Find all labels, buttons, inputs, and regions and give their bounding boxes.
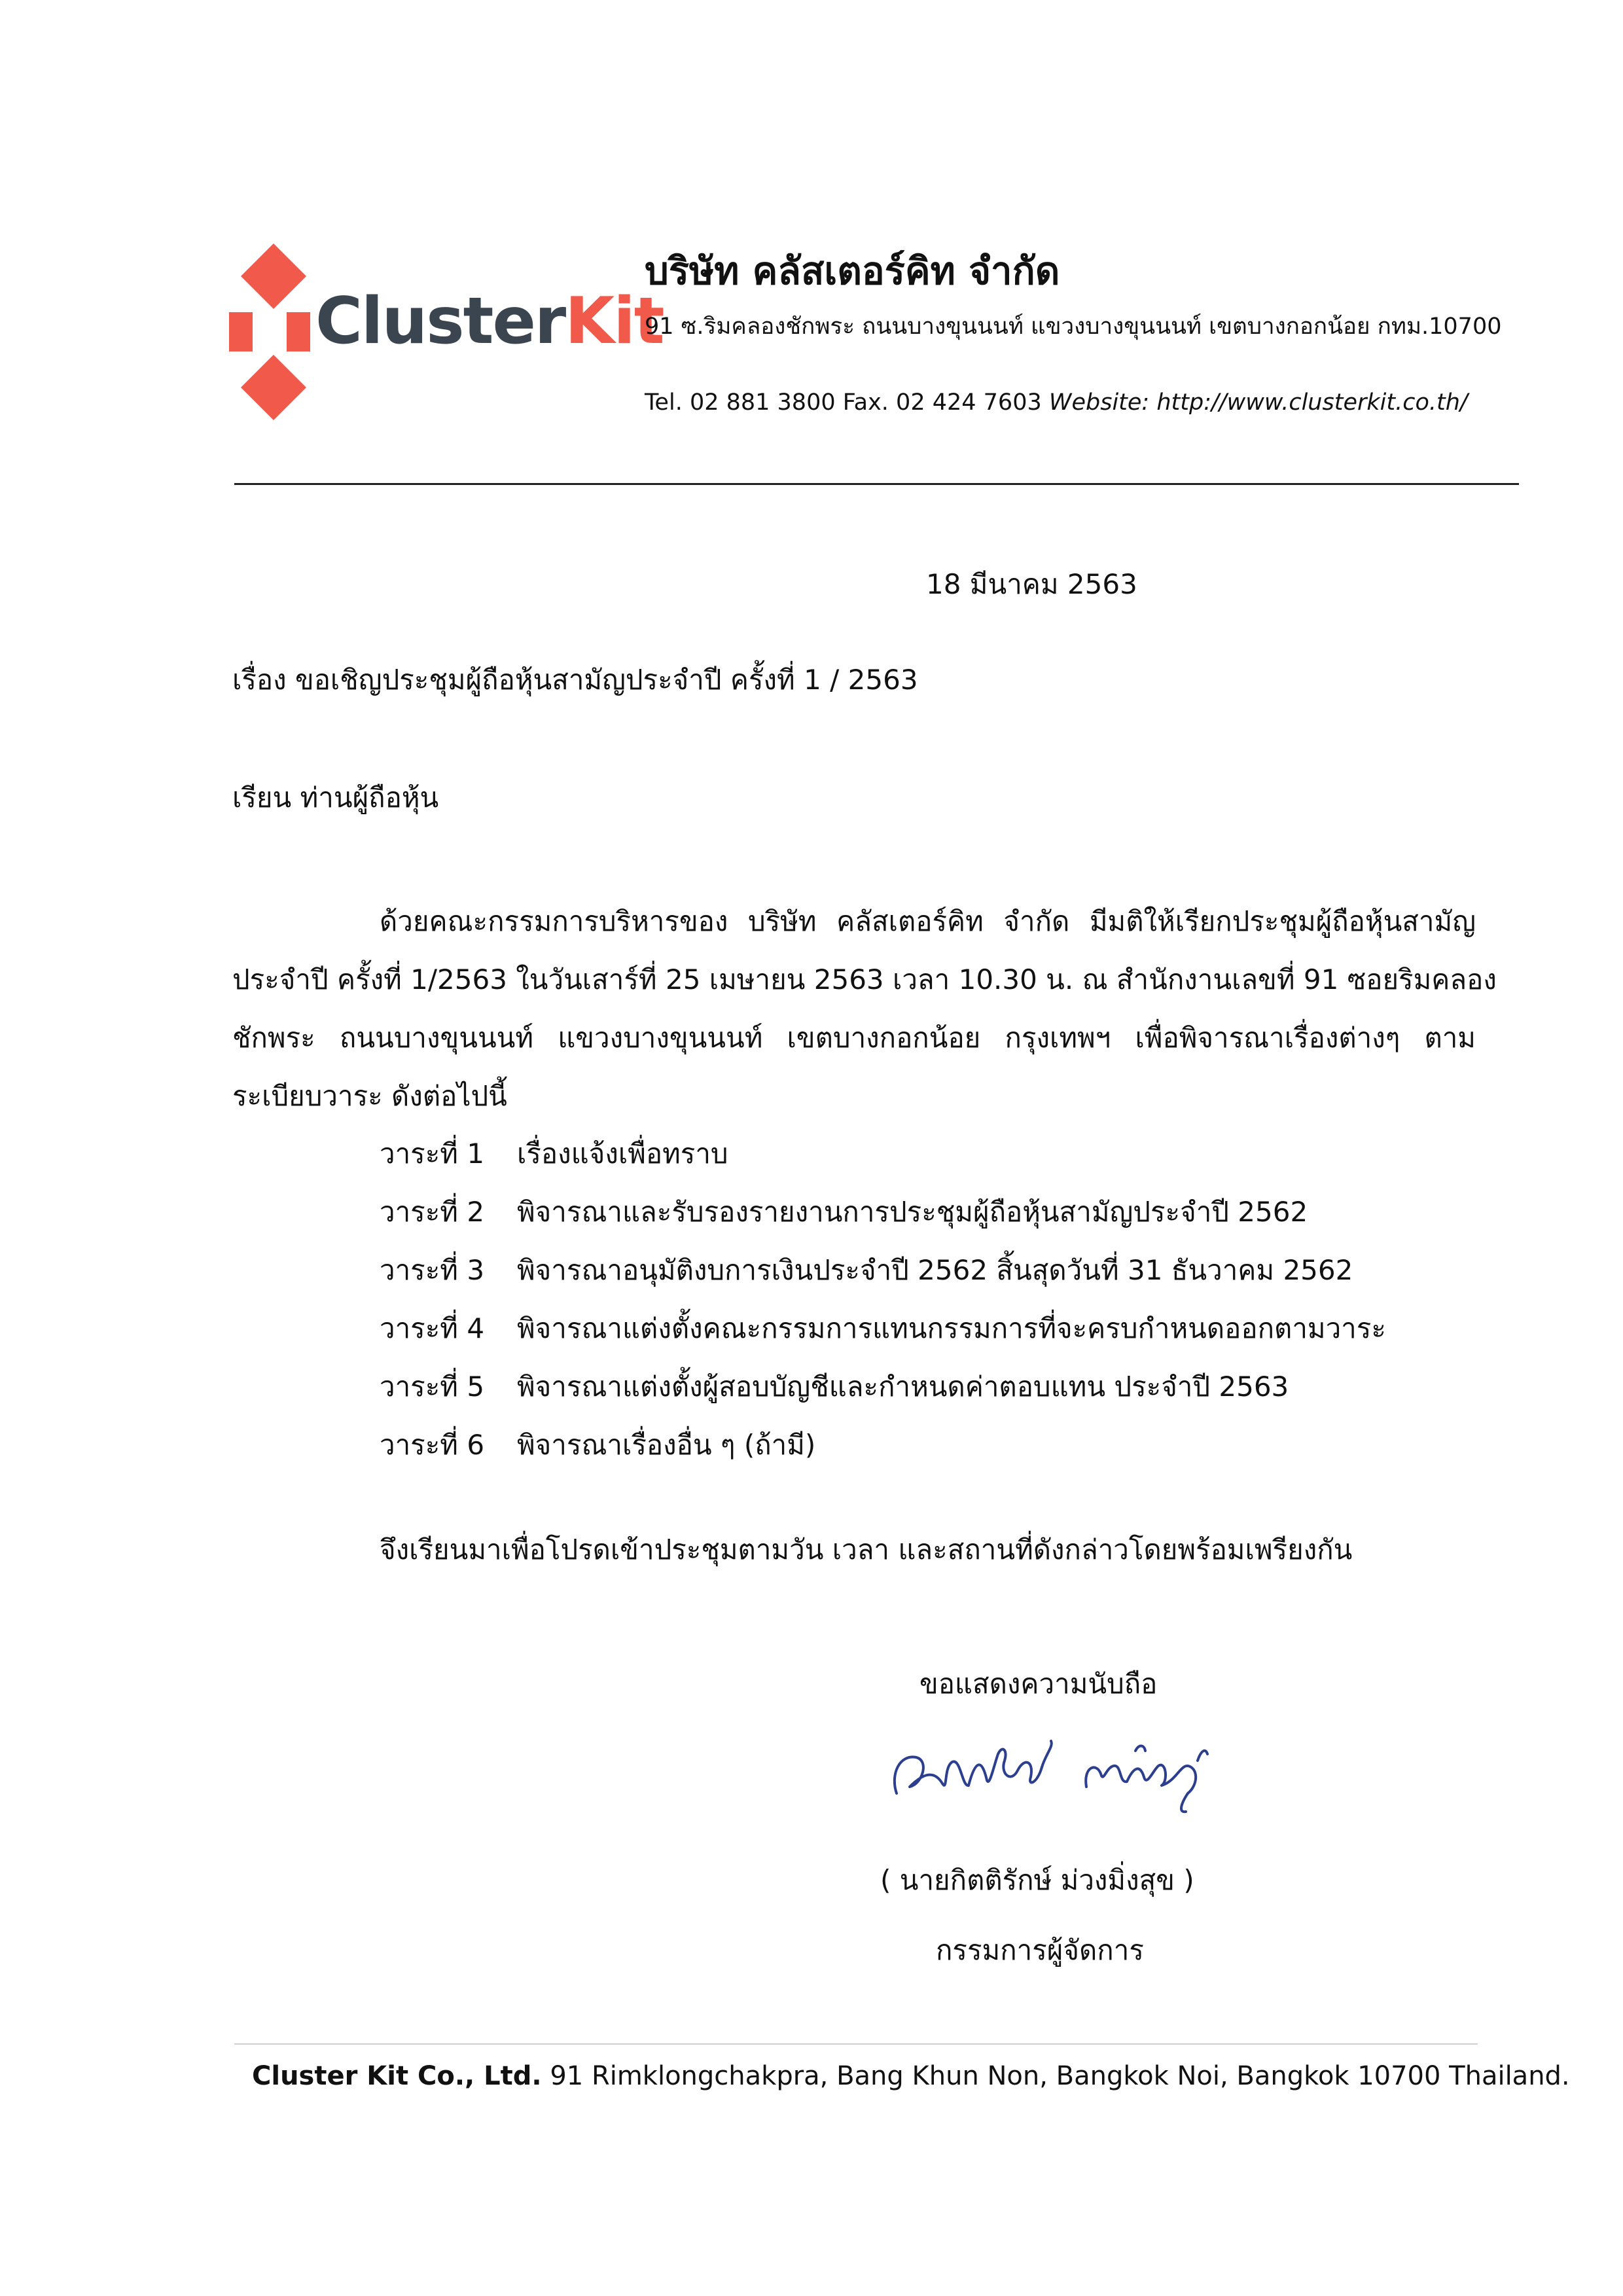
agenda-text: พิจารณาเรื่องอื่น ๆ (ถ้ามี) [517, 1429, 816, 1461]
agenda-text: เรื่องแจ้งเพื่อทราบ [517, 1138, 728, 1170]
footer-address [252, 2060, 1570, 2092]
letter-date: 18 มีนาคม 2563 [926, 568, 1137, 600]
agenda-text: พิจารณาและรับรองรายงานการประชุมผู้ถือหุ้นสามัญประจำปี 2562 [517, 1196, 1308, 1228]
logo-wordmark-accent: Kit [565, 284, 664, 359]
paragraph-line: ชักพระ ถนนบางขุนนนท์ แขวงบางขุนนนท์ เขตบางกอกน้อย กรุงเทพฯ เพื่อพิจารณาเรื่องต่างๆ ตาม [232, 1022, 1476, 1054]
letter-salutation: เรียน ท่านผู้ถือหุ้น [232, 781, 439, 814]
agenda-number: วาระที่ 1 [380, 1138, 485, 1170]
agenda-item [380, 1299, 1386, 1357]
handwritten-signature [870, 1721, 1224, 1826]
contact-phone-fax: Tel. 02 881 3800 Fax. 02 424 7603 [645, 389, 1049, 416]
paragraph-line: ด้วยคณะกรรมการบริหารของ บริษัท คลัสเตอร์คิท จำกัด มีมติให้เรียกประชุมผู้ถือหุ้นสามัญ [380, 905, 1476, 937]
agenda-number: วาระที่ 3 [380, 1254, 485, 1286]
agenda-item [380, 1357, 1386, 1416]
agenda-item [380, 1241, 1386, 1299]
paragraph-line: ระเบียบวาระ ดังต่อไปนี้ [232, 1080, 507, 1112]
agenda-text: พิจารณาแต่งตั้งผู้สอบบัญชีและกำหนดค่าตอบแทน ประจำปี 2563 [517, 1371, 1289, 1403]
agenda-text: พิจารณาแต่งตั้งคณะกรรมการแทนกรรมการที่จะครบกำหนดออกตามวาระ [517, 1312, 1386, 1344]
company-address: 91 ซ.ริมคลองชักพระ ถนนบางขุนนนท์ แขวงบางขุนนนท์ เขตบางกอกน้อย กทม.10700 [645, 314, 1502, 340]
footer-company-name: Cluster Kit Co., Ltd. [252, 2061, 542, 2091]
signer-title: กรรมการผู้จัดการ [936, 1934, 1144, 1966]
paragraph-line: ประจำปี ครั้งที่ 1/2563 ในวันเสาร์ที่ 25 เมษายน 2563 เวลา 10.30 น. ณ สำนักงานเลขที่ 91 ซอยริมคลอง [232, 963, 1497, 996]
agenda-number: วาระที่ 5 [380, 1371, 485, 1403]
letter-regards: ขอแสดงความนับถือ [919, 1668, 1158, 1700]
clusterkit-logo-icon [229, 243, 327, 433]
agenda-number: วาระที่ 2 [380, 1196, 485, 1228]
agenda-list [380, 1124, 1386, 1474]
agenda-number: วาระที่ 4 [380, 1312, 485, 1344]
logo-wordmark-main: Cluster [315, 284, 565, 359]
letter-subject: เรื่อง ขอเชิญประชุมผู้ถือหุ้นสามัญประจำปี ครั้งที่ 1 / 2563 [232, 664, 918, 696]
agenda-item [380, 1183, 1386, 1241]
company-website-link[interactable]: Website: http://www.clusterkit.co.th/ [1048, 389, 1468, 416]
logo-wordmark [315, 284, 664, 359]
signer-name: ( นายกิตติรักษ์ ม่วงมิ่งสุข ) [880, 1864, 1194, 1896]
company-name: บริษัท คลัสเตอร์คิท จำกัด [645, 249, 1060, 293]
letter-paragraph [232, 892, 1497, 1125]
letter-closing: จึงเรียนมาเพื่อโปรดเข้าประชุมตามวัน เวลา และสถานที่ดังกล่าวโดยพร้อมเพรียงกัน [380, 1534, 1353, 1566]
agenda-text: พิจารณาอนุมัติงบการเงินประจำปี 2562 สิ้นสุดวันที่ 31 ธันวาคม 2562 [517, 1254, 1353, 1286]
company-contact [645, 389, 1468, 416]
agenda-item [380, 1416, 1386, 1474]
agenda-item [380, 1124, 1386, 1183]
header-divider [234, 483, 1519, 485]
footer-divider [234, 2043, 1478, 2045]
agenda-number: วาระที่ 6 [380, 1429, 485, 1461]
footer-address-text: 91 Rimklongchakpra, Bang Khun Non, Bangkok Noi, Bangkok 10700 Thailand. [541, 2061, 1570, 2091]
